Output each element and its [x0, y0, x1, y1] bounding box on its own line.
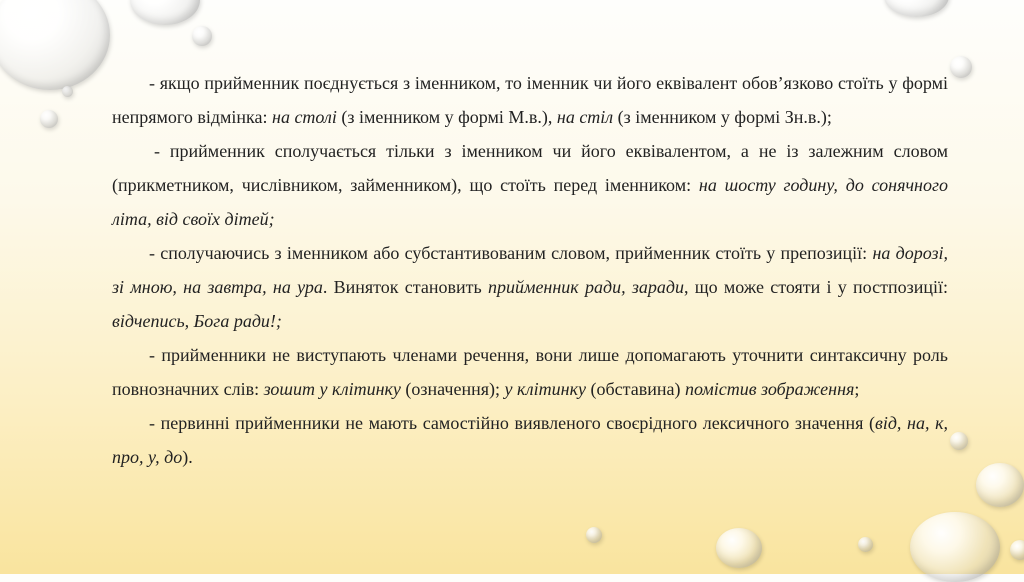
water-drop: [62, 86, 73, 97]
water-drop: [716, 528, 762, 568]
water-drop: [950, 56, 972, 78]
water-drop: [130, 0, 200, 25]
water-drop: [910, 512, 1000, 582]
water-drop: [192, 26, 212, 46]
water-drop: [950, 432, 968, 450]
water-drop: [40, 110, 58, 128]
paragraph-3: - сполучаючись з іменником або субстантивованим словом, прийменник стоїть у препозиції: на дорозі, зі мною, на завтра, на ура. Виняток становить прийменник ради, заради, що може стояти і у постпозиції: відчепись, Бога ради!;: [112, 243, 949, 331]
slide-text-body: [112, 66, 948, 474]
water-drop: [586, 527, 602, 543]
water-drop: [0, 0, 110, 90]
water-drop: [884, 0, 949, 17]
paragraph-5: - первинні прийменники не мають самостійно виявленого своєрідного лексичного значення (від, на, к, про, у, до).: [112, 413, 948, 467]
water-drop: [858, 537, 873, 552]
paragraph-2: - прийменник сполучається тільки з іменником чи його еквівалентом, а не із залежним словом (прикметником, числівником, займенником), що стоїть перед іменником: на шосту годину, до сонячного літа, від своїх дітей;: [112, 141, 949, 229]
water-drop: [1010, 540, 1024, 560]
water-drop: [976, 463, 1024, 507]
paragraph-4: - прийменники не виступають членами речення, вони лише допомагають уточнити синтаксичну роль повнозначних слів: зошит у клітинку (означення); у клітинку (обставина) помістив зображення;: [112, 345, 948, 399]
paragraph-1: - якщо прийменник поєднується з іменником, то іменник чи його еквівалент обов’язково стоїть у формі непрямого відмінка: на столі (з іменником у формі М.в.), на стіл (з іменником у формі Зн.в.);: [112, 73, 948, 127]
